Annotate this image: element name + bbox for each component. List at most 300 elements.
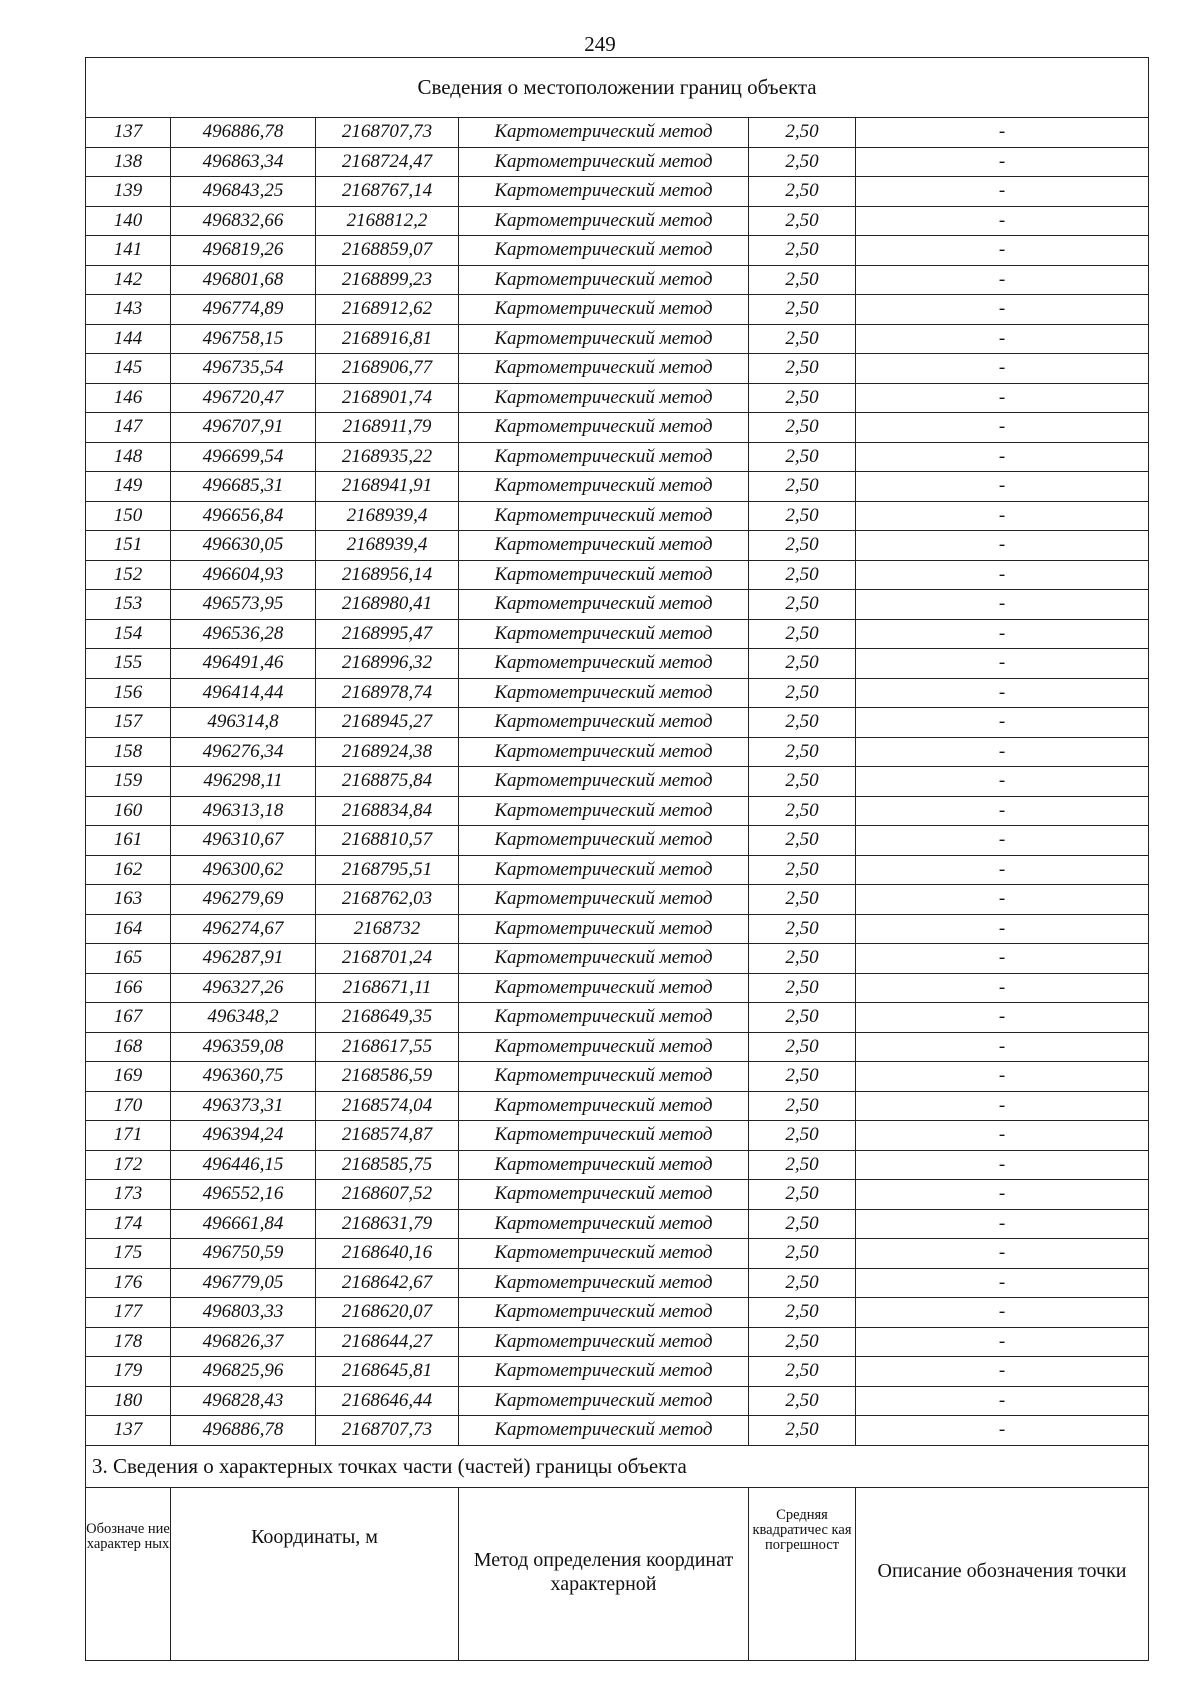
- point-number-cell: 165: [86, 944, 171, 974]
- method-cell: Картометрический метод: [459, 442, 749, 472]
- method-cell: Картометрический метод: [459, 501, 749, 531]
- section3-title: 3. Сведения о характерных точках части (частей) границы объекта: [86, 1445, 1149, 1487]
- coordinate-x-cell: 496314,8: [171, 708, 316, 738]
- table-row: [86, 413, 1149, 443]
- description-cell: -: [856, 265, 1149, 295]
- accuracy-cell: 2,50: [749, 1416, 856, 1446]
- description-cell: -: [856, 118, 1149, 148]
- section3-title-row: [86, 1445, 1149, 1487]
- coordinate-y-cell: 2168834,84: [316, 796, 459, 826]
- accuracy-cell: 2,50: [749, 1003, 856, 1033]
- method-cell: Картометрический метод: [459, 826, 749, 856]
- coordinate-x-cell: 496630,05: [171, 531, 316, 561]
- coordinate-x-cell: 496832,66: [171, 206, 316, 236]
- coordinate-y-cell: 2168906,77: [316, 354, 459, 384]
- point-number-cell: 142: [86, 265, 171, 295]
- coordinate-x-cell: 496604,93: [171, 560, 316, 590]
- coordinate-x-cell: 496491,46: [171, 649, 316, 679]
- table-row: [86, 1121, 1149, 1151]
- coordinate-y-cell: 2168642,67: [316, 1268, 459, 1298]
- point-number-cell: 177: [86, 1298, 171, 1328]
- table-row: [86, 590, 1149, 620]
- coordinate-y-cell: 2168767,14: [316, 177, 459, 207]
- point-number-cell: 171: [86, 1121, 171, 1151]
- coordinate-y-cell: 2168978,74: [316, 678, 459, 708]
- accuracy-cell: 2,50: [749, 1032, 856, 1062]
- coordinate-y-cell: 2168585,75: [316, 1150, 459, 1180]
- point-number-cell: 160: [86, 796, 171, 826]
- coordinate-x-cell: 496803,33: [171, 1298, 316, 1328]
- table-row: [86, 826, 1149, 856]
- coordinate-x-cell: 496699,54: [171, 442, 316, 472]
- coordinate-y-cell: 2168649,35: [316, 1003, 459, 1033]
- table-row: [86, 1091, 1149, 1121]
- coordinate-y-cell: 2168941,91: [316, 472, 459, 502]
- header-designation: Обозначе ние характер ных: [86, 1487, 171, 1660]
- table-row: [86, 501, 1149, 531]
- coordinate-x-cell: 496774,89: [171, 295, 316, 325]
- method-cell: Картометрический метод: [459, 1239, 749, 1269]
- table-row: [86, 1239, 1149, 1269]
- method-cell: Картометрический метод: [459, 1062, 749, 1092]
- coordinate-x-cell: 496825,96: [171, 1357, 316, 1387]
- description-cell: -: [856, 1091, 1149, 1121]
- accuracy-cell: 2,50: [749, 678, 856, 708]
- point-number-cell: 178: [86, 1327, 171, 1357]
- table-row: [86, 1003, 1149, 1033]
- description-cell: -: [856, 973, 1149, 1003]
- coordinate-y-cell: 2168899,23: [316, 265, 459, 295]
- method-cell: Картометрический метод: [459, 737, 749, 767]
- coordinate-y-cell: 2168620,07: [316, 1298, 459, 1328]
- boundary-points-table: [85, 57, 1149, 1661]
- table-row: [86, 1150, 1149, 1180]
- coordinate-x-cell: 496394,24: [171, 1121, 316, 1151]
- accuracy-cell: 2,50: [749, 1239, 856, 1269]
- coordinate-x-cell: 496313,18: [171, 796, 316, 826]
- accuracy-cell: 2,50: [749, 973, 856, 1003]
- table-row: [86, 1032, 1149, 1062]
- coordinate-y-cell: 2168939,4: [316, 531, 459, 561]
- accuracy-cell: 2,50: [749, 1327, 856, 1357]
- header-description: Описание обозначения точки: [856, 1487, 1149, 1660]
- coordinate-x-cell: 496298,11: [171, 767, 316, 797]
- coordinate-x-cell: 496779,05: [171, 1268, 316, 1298]
- method-cell: Картометрический метод: [459, 1357, 749, 1387]
- point-number-cell: 163: [86, 885, 171, 915]
- coordinate-x-cell: 496348,2: [171, 1003, 316, 1033]
- table-row: [86, 147, 1149, 177]
- description-cell: -: [856, 826, 1149, 856]
- accuracy-cell: 2,50: [749, 177, 856, 207]
- description-cell: -: [856, 383, 1149, 413]
- coordinate-x-cell: 496360,75: [171, 1062, 316, 1092]
- coordinate-x-cell: 496826,37: [171, 1327, 316, 1357]
- point-number-cell: 148: [86, 442, 171, 472]
- coordinate-y-cell: 2168644,27: [316, 1327, 459, 1357]
- accuracy-cell: 2,50: [749, 944, 856, 974]
- table-row: [86, 914, 1149, 944]
- method-cell: Картометрический метод: [459, 472, 749, 502]
- page-number: 249: [584, 32, 616, 56]
- accuracy-cell: 2,50: [749, 560, 856, 590]
- coordinate-y-cell: 2168995,47: [316, 619, 459, 649]
- accuracy-cell: 2,50: [749, 501, 856, 531]
- method-cell: Картометрический метод: [459, 590, 749, 620]
- coordinate-y-cell: 2168980,41: [316, 590, 459, 620]
- table-row: [86, 855, 1149, 885]
- point-number-cell: 147: [86, 413, 171, 443]
- accuracy-cell: 2,50: [749, 737, 856, 767]
- table-row: [86, 944, 1149, 974]
- accuracy-cell: 2,50: [749, 147, 856, 177]
- accuracy-cell: 2,50: [749, 265, 856, 295]
- point-number-cell: 166: [86, 973, 171, 1003]
- method-cell: Картометрический метод: [459, 708, 749, 738]
- description-cell: -: [856, 944, 1149, 974]
- coordinate-y-cell: 2168875,84: [316, 767, 459, 797]
- coordinate-x-cell: 496886,78: [171, 1416, 316, 1446]
- description-cell: -: [856, 177, 1149, 207]
- description-cell: -: [856, 885, 1149, 915]
- point-number-cell: 180: [86, 1386, 171, 1416]
- method-cell: Картометрический метод: [459, 1180, 749, 1210]
- accuracy-cell: 2,50: [749, 855, 856, 885]
- accuracy-cell: 2,50: [749, 826, 856, 856]
- point-number-cell: 137: [86, 1416, 171, 1446]
- accuracy-cell: 2,50: [749, 1386, 856, 1416]
- description-cell: -: [856, 236, 1149, 266]
- coordinate-x-cell: 496656,84: [171, 501, 316, 531]
- coordinate-y-cell: 2168574,04: [316, 1091, 459, 1121]
- accuracy-cell: 2,50: [749, 619, 856, 649]
- description-cell: -: [856, 1357, 1149, 1387]
- coordinate-y-cell: 2168810,57: [316, 826, 459, 856]
- method-cell: Картометрический метод: [459, 1091, 749, 1121]
- point-number-cell: 141: [86, 236, 171, 266]
- accuracy-cell: 2,50: [749, 236, 856, 266]
- method-cell: Картометрический метод: [459, 1386, 749, 1416]
- point-number-cell: 162: [86, 855, 171, 885]
- method-cell: Картометрический метод: [459, 914, 749, 944]
- method-cell: Картометрический метод: [459, 531, 749, 561]
- point-number-cell: 149: [86, 472, 171, 502]
- accuracy-cell: 2,50: [749, 1062, 856, 1092]
- table-row: [86, 1180, 1149, 1210]
- coordinate-y-cell: 2168617,55: [316, 1032, 459, 1062]
- method-cell: Картометрический метод: [459, 383, 749, 413]
- coordinate-y-cell: 2168911,79: [316, 413, 459, 443]
- method-cell: Картометрический метод: [459, 649, 749, 679]
- coordinate-y-cell: 2168762,03: [316, 885, 459, 915]
- coordinate-y-cell: 2168924,38: [316, 737, 459, 767]
- point-number-cell: 146: [86, 383, 171, 413]
- table-row: [86, 383, 1149, 413]
- method-cell: Картометрический метод: [459, 855, 749, 885]
- coordinate-y-cell: 2168996,32: [316, 649, 459, 679]
- table-row: [86, 1327, 1149, 1357]
- table-row: [86, 1268, 1149, 1298]
- coordinate-y-cell: 2168912,62: [316, 295, 459, 325]
- accuracy-cell: 2,50: [749, 472, 856, 502]
- table-row: [86, 708, 1149, 738]
- description-cell: -: [856, 324, 1149, 354]
- point-number-cell: 173: [86, 1180, 171, 1210]
- point-number-cell: 150: [86, 501, 171, 531]
- coordinate-x-cell: 496661,84: [171, 1209, 316, 1239]
- coordinate-x-cell: 496735,54: [171, 354, 316, 384]
- accuracy-cell: 2,50: [749, 649, 856, 679]
- coordinate-x-cell: 496300,62: [171, 855, 316, 885]
- coordinate-y-cell: 2168574,87: [316, 1121, 459, 1151]
- description-cell: -: [856, 678, 1149, 708]
- coordinate-x-cell: 496446,15: [171, 1150, 316, 1180]
- description-cell: -: [856, 1003, 1149, 1033]
- point-number-cell: 138: [86, 147, 171, 177]
- coordinate-x-cell: 496552,16: [171, 1180, 316, 1210]
- section3-header-row: [86, 1487, 1149, 1660]
- description-cell: -: [856, 914, 1149, 944]
- method-cell: Картометрический метод: [459, 678, 749, 708]
- description-cell: -: [856, 1416, 1149, 1446]
- point-number-cell: 151: [86, 531, 171, 561]
- description-cell: -: [856, 855, 1149, 885]
- method-cell: Картометрический метод: [459, 944, 749, 974]
- description-cell: -: [856, 708, 1149, 738]
- description-cell: -: [856, 442, 1149, 472]
- point-number-cell: 175: [86, 1239, 171, 1269]
- description-cell: -: [856, 1121, 1149, 1151]
- description-cell: -: [856, 1386, 1149, 1416]
- accuracy-cell: 2,50: [749, 1357, 856, 1387]
- coordinate-y-cell: 2168645,81: [316, 1357, 459, 1387]
- point-number-cell: 137: [86, 118, 171, 148]
- coordinate-y-cell: 2168586,59: [316, 1062, 459, 1092]
- point-number-cell: 157: [86, 708, 171, 738]
- point-number-cell: 168: [86, 1032, 171, 1062]
- method-cell: Картометрический метод: [459, 973, 749, 1003]
- method-cell: Картометрический метод: [459, 413, 749, 443]
- description-cell: -: [856, 560, 1149, 590]
- description-cell: -: [856, 1298, 1149, 1328]
- coordinate-y-cell: 2168707,73: [316, 1416, 459, 1446]
- accuracy-cell: 2,50: [749, 796, 856, 826]
- description-cell: -: [856, 354, 1149, 384]
- table-row: [86, 442, 1149, 472]
- coordinate-y-cell: 2168901,74: [316, 383, 459, 413]
- coordinate-x-cell: 496750,59: [171, 1239, 316, 1269]
- coordinate-y-cell: 2168631,79: [316, 1209, 459, 1239]
- table-row: [86, 1209, 1149, 1239]
- table-row: [86, 177, 1149, 207]
- coordinate-x-cell: 496373,31: [171, 1091, 316, 1121]
- point-number-cell: 139: [86, 177, 171, 207]
- point-number-cell: 170: [86, 1091, 171, 1121]
- point-number-cell: 154: [86, 619, 171, 649]
- table-row: [86, 560, 1149, 590]
- coordinate-x-cell: 496573,95: [171, 590, 316, 620]
- coordinate-x-cell: 496685,31: [171, 472, 316, 502]
- coordinate-y-cell: 2168935,22: [316, 442, 459, 472]
- coordinate-y-cell: 2168607,52: [316, 1180, 459, 1210]
- coordinate-x-cell: 496279,69: [171, 885, 316, 915]
- description-cell: -: [856, 1150, 1149, 1180]
- coordinate-y-cell: 2168732: [316, 914, 459, 944]
- method-cell: Картометрический метод: [459, 236, 749, 266]
- description-cell: -: [856, 1062, 1149, 1092]
- method-cell: Картометрический метод: [459, 206, 749, 236]
- table-row: [86, 354, 1149, 384]
- method-cell: Картометрический метод: [459, 1150, 749, 1180]
- coordinate-y-cell: 2168707,73: [316, 118, 459, 148]
- point-number-cell: 152: [86, 560, 171, 590]
- point-number-cell: 144: [86, 324, 171, 354]
- point-number-cell: 159: [86, 767, 171, 797]
- coordinate-y-cell: 2168646,44: [316, 1386, 459, 1416]
- accuracy-cell: 2,50: [749, 531, 856, 561]
- point-number-cell: 145: [86, 354, 171, 384]
- accuracy-cell: 2,50: [749, 1091, 856, 1121]
- header-coordinates: Координаты, м: [171, 1487, 459, 1660]
- table-row: [86, 1357, 1149, 1387]
- table-row: [86, 885, 1149, 915]
- accuracy-cell: 2,50: [749, 1268, 856, 1298]
- description-cell: -: [856, 649, 1149, 679]
- accuracy-cell: 2,50: [749, 413, 856, 443]
- method-cell: Картометрический метод: [459, 1268, 749, 1298]
- coordinate-x-cell: 496863,34: [171, 147, 316, 177]
- method-cell: Картометрический метод: [459, 796, 749, 826]
- section-title-row: [86, 58, 1149, 118]
- table-row: [86, 531, 1149, 561]
- table-row: [86, 324, 1149, 354]
- accuracy-cell: 2,50: [749, 1298, 856, 1328]
- description-cell: -: [856, 295, 1149, 325]
- coordinate-x-cell: 496720,47: [171, 383, 316, 413]
- coordinate-y-cell: 2168859,07: [316, 236, 459, 266]
- coordinate-y-cell: 2168916,81: [316, 324, 459, 354]
- coordinate-x-cell: 496327,26: [171, 973, 316, 1003]
- description-cell: -: [856, 1180, 1149, 1210]
- coordinate-y-cell: 2168956,14: [316, 560, 459, 590]
- method-cell: Картометрический метод: [459, 1209, 749, 1239]
- accuracy-cell: 2,50: [749, 1209, 856, 1239]
- description-cell: -: [856, 1239, 1149, 1269]
- point-number-cell: 158: [86, 737, 171, 767]
- table-row: [86, 118, 1149, 148]
- coordinate-x-cell: 496359,08: [171, 1032, 316, 1062]
- point-number-cell: 174: [86, 1209, 171, 1239]
- section-title: Сведения о местоположении границ объекта: [86, 58, 1149, 118]
- accuracy-cell: 2,50: [749, 442, 856, 472]
- description-cell: -: [856, 147, 1149, 177]
- coordinate-x-cell: 496801,68: [171, 265, 316, 295]
- method-cell: Картометрический метод: [459, 177, 749, 207]
- table-row: [86, 236, 1149, 266]
- description-cell: -: [856, 531, 1149, 561]
- accuracy-cell: 2,50: [749, 206, 856, 236]
- description-cell: -: [856, 796, 1149, 826]
- accuracy-cell: 2,50: [749, 118, 856, 148]
- coordinate-x-cell: 496276,34: [171, 737, 316, 767]
- coordinate-x-cell: 496843,25: [171, 177, 316, 207]
- table-row: [86, 973, 1149, 1003]
- coordinate-x-cell: 496536,28: [171, 619, 316, 649]
- method-cell: Картометрический метод: [459, 265, 749, 295]
- point-number-cell: 164: [86, 914, 171, 944]
- coordinate-x-cell: 496414,44: [171, 678, 316, 708]
- description-cell: -: [856, 1268, 1149, 1298]
- point-number-cell: 179: [86, 1357, 171, 1387]
- coordinate-y-cell: 2168701,24: [316, 944, 459, 974]
- accuracy-cell: 2,50: [749, 1121, 856, 1151]
- method-cell: Картометрический метод: [459, 1298, 749, 1328]
- coordinate-x-cell: 496287,91: [171, 944, 316, 974]
- description-cell: -: [856, 619, 1149, 649]
- table-row: [86, 1062, 1149, 1092]
- method-cell: Картометрический метод: [459, 1327, 749, 1357]
- method-cell: Картометрический метод: [459, 295, 749, 325]
- point-number-cell: 161: [86, 826, 171, 856]
- accuracy-cell: 2,50: [749, 1180, 856, 1210]
- header-method: Метод определения координат характерной: [459, 1487, 749, 1660]
- point-number-cell: 167: [86, 1003, 171, 1033]
- coordinate-y-cell: 2168939,4: [316, 501, 459, 531]
- table-row: [86, 649, 1149, 679]
- description-cell: -: [856, 1209, 1149, 1239]
- table-row: [86, 767, 1149, 797]
- accuracy-cell: 2,50: [749, 885, 856, 915]
- table-row: [86, 678, 1149, 708]
- accuracy-cell: 2,50: [749, 590, 856, 620]
- method-cell: Картометрический метод: [459, 1003, 749, 1033]
- accuracy-cell: 2,50: [749, 767, 856, 797]
- accuracy-cell: 2,50: [749, 354, 856, 384]
- method-cell: Картометрический метод: [459, 885, 749, 915]
- table-row: [86, 472, 1149, 502]
- description-cell: -: [856, 737, 1149, 767]
- point-number-cell: 153: [86, 590, 171, 620]
- point-number-cell: 156: [86, 678, 171, 708]
- description-cell: -: [856, 472, 1149, 502]
- coordinate-x-cell: 496828,43: [171, 1386, 316, 1416]
- point-number-cell: 155: [86, 649, 171, 679]
- coordinate-y-cell: 2168640,16: [316, 1239, 459, 1269]
- point-number-cell: 143: [86, 295, 171, 325]
- accuracy-cell: 2,50: [749, 324, 856, 354]
- coordinate-x-cell: 496310,67: [171, 826, 316, 856]
- method-cell: Картометрический метод: [459, 1121, 749, 1151]
- method-cell: Картометрический метод: [459, 619, 749, 649]
- table-row: [86, 619, 1149, 649]
- method-cell: Картометрический метод: [459, 1032, 749, 1062]
- description-cell: -: [856, 206, 1149, 236]
- method-cell: Картометрический метод: [459, 354, 749, 384]
- description-cell: -: [856, 501, 1149, 531]
- point-number-cell: 176: [86, 1268, 171, 1298]
- point-number-cell: 140: [86, 206, 171, 236]
- accuracy-cell: 2,50: [749, 1150, 856, 1180]
- table-row: [86, 265, 1149, 295]
- coordinate-x-cell: 496819,26: [171, 236, 316, 266]
- method-cell: Картометрический метод: [459, 560, 749, 590]
- coordinate-x-cell: 496707,91: [171, 413, 316, 443]
- method-cell: Картометрический метод: [459, 324, 749, 354]
- table-row: [86, 737, 1149, 767]
- method-cell: Картометрический метод: [459, 767, 749, 797]
- accuracy-cell: 2,50: [749, 295, 856, 325]
- coordinate-y-cell: 2168812,2: [316, 206, 459, 236]
